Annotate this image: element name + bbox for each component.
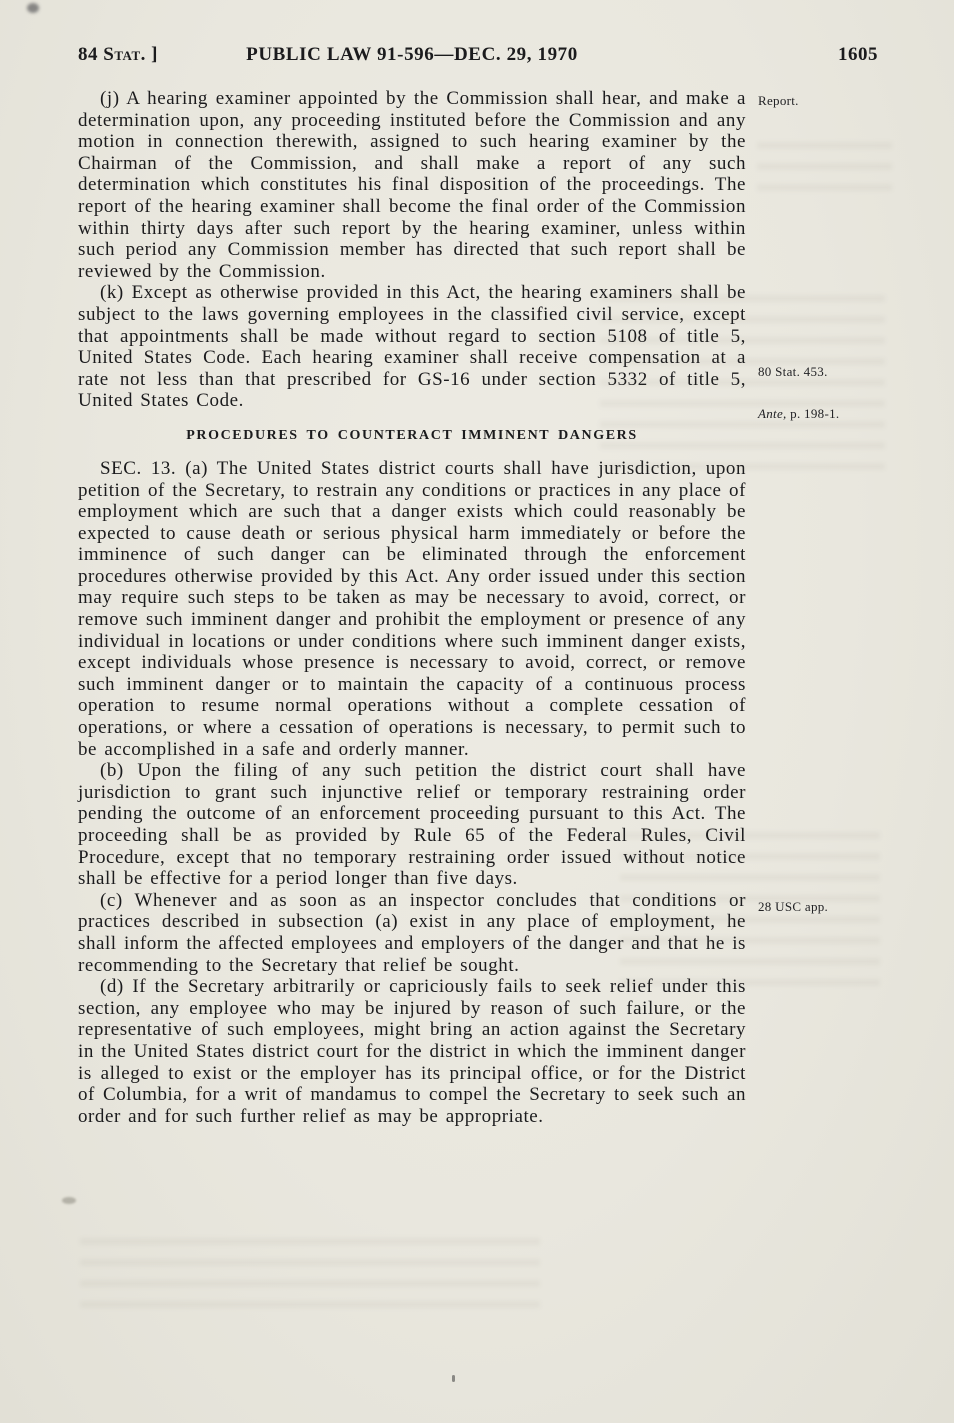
ink-speck	[27, 3, 39, 13]
margin-note-ante-italic: Ante,	[758, 406, 787, 421]
body-text-column	[78, 88, 746, 1127]
paragraph-sec13c: (c) Whenever and as soon as an inspector concludes that conditions or practices described in subsection (a) exist in any place of employment, he shall inform the affected employees and employers of the danger and that he is recommending to the Secretary that relief be sought.	[78, 889, 746, 976]
paragraph-k: (k) Except as otherwise provided in this Act, the hearing examiners shall be subject to the laws governing employees in the classified civil service, except that appointments shall be made without regard to section 5108 of title 5, United States Code. Each hearing examiner shall receive compensation at a rate not less than that prescribed for GS-16 under section 5332 of title 5, United States Code.	[78, 282, 746, 412]
ink-dot	[452, 1375, 455, 1382]
ink-smudge	[62, 1197, 76, 1204]
bleedthrough-artifact	[80, 1238, 540, 1312]
paragraph-sec13d: (d) If the Secretary arbitrarily or capriciously fails to seek relief under this section, any employee who may be injured by reason of such failure, or the representative of such employees, might bring an action against the Secretary in the United States district court for the district in which the imminent danger is alleged to exist or the employer has its principal office, or for the District of Columbia, for a writ of mandamus to compel the Secretary to seek such an order and for such further relief as may be appropriate.	[78, 976, 746, 1127]
paragraph-j: (j) A hearing examiner appointed by the Commission shall hear, and make a determination upon, any proceeding instituted before the Commission and any motion in connection therewith, assigned to such hearing examiner by the Chairman of the Commission, and shall make a report of any such determination which constitutes his final disposition of the proceedings. The report of the hearing examiner shall become the final order of the Commission within thirty days after such report by the hearing examiner, unless within such period any Commission member has directed that such report shall be reviewed by the Commission.	[78, 88, 746, 282]
margin-note-ante-p-198-1	[758, 406, 908, 422]
paragraph-sec13b: (b) Upon the filing of any such petition the district court shall have jurisdiction to grant such injunctive relief or temporary restraining order pending the outcome of an enforcement proceeding pursuant to this Act. The proceeding shall be as provided by Rule 65 of the Federal Rules, Civil Procedure, except that no temporary restraining order issued without notice shall be effective for a period longer than five days.	[78, 760, 746, 890]
law-title: PUBLIC LAW 91-596—DEC. 29, 1970	[246, 44, 578, 65]
margin-note-report: Report.	[758, 93, 799, 108]
bleedthrough-artifact	[757, 142, 892, 197]
paragraph-sec13a: SEC. 13. (a) The United States district courts shall have jurisdiction, upon petition of the Secretary, to restrain any conditions or practices in any place of employment which are such that a danger exists which could reasonably be expected to cause death or serious physical harm immediately or before the imminence of such danger can be eliminated through the enforcement procedures otherwise provided by this Act. Any order issued under this section may require such steps to be taken as may be necessary to avoid, correct, or remove such imminent danger and prohibit the employment or presence of any individual in locations or under conditions where such imminent danger exists, except individuals whose presence is necessary to avoid, correct, or remove such imminent danger or to maintain the capacity of a continuous process operation to resume normal operations without a complete cessation of operations, or where a cessation of operations is necessary, to permit such to be accomplished in a safe and orderly manner.	[78, 457, 746, 760]
page-number: 1605	[838, 44, 878, 65]
statute-volume-label: 84 Stat. ]	[78, 44, 158, 65]
section-heading: PROCEDURES TO COUNTERACT IMMINENT DANGERS	[186, 427, 638, 443]
margin-note-80-stat-453: 80 Stat. 453.	[758, 364, 828, 379]
margin-note-28-usc-app: 28 USC app.	[758, 899, 829, 914]
page-header	[78, 44, 878, 70]
margin-note-ante-rest: p. 198-1.	[790, 406, 840, 421]
